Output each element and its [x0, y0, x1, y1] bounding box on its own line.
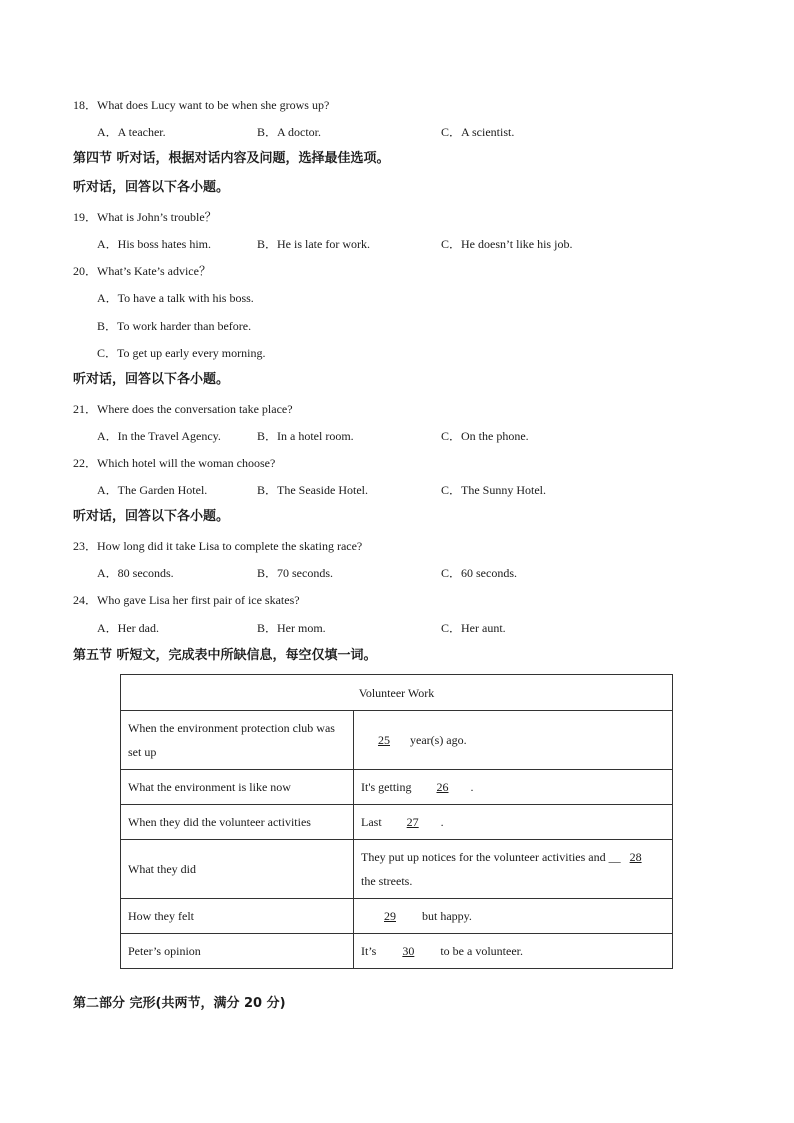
- q22-option-b: B．The Seaside Hotel.: [257, 483, 368, 497]
- q19-option-b: B．He is late for work.: [257, 237, 370, 251]
- table-title: Volunteer Work: [121, 675, 673, 711]
- q23-option-a: A．80 seconds.: [97, 566, 174, 580]
- answer-blank-25[interactable]: 25: [378, 733, 390, 747]
- q24-option-a: A．Her dad.: [97, 621, 159, 635]
- question-21-stem: 21．Where does the conversation take place?: [73, 402, 293, 416]
- row-answer: 25 year(s) ago.: [354, 711, 673, 770]
- row-label: Peter’s opinion: [121, 934, 354, 969]
- question-23-stem: 23．How long did it take Lisa to complete the skating race?: [73, 539, 363, 553]
- answer-blank-27[interactable]: 27: [406, 815, 419, 829]
- listen-instruction-2: 听对话，回答以下各小题。: [73, 372, 230, 387]
- q23-option-c: C．60 seconds.: [441, 566, 517, 580]
- q24-option-b: B．Her mom.: [257, 621, 326, 635]
- q21-option-a: A．In the Travel Agency.: [97, 429, 221, 443]
- table-row: [121, 840, 673, 899]
- q18-option-a: A．A teacher.: [97, 125, 166, 139]
- table-row: [121, 770, 673, 805]
- section-5-heading: 第五节 听短文，完成表中所缺信息，每空仅填一词。: [73, 648, 377, 663]
- part-2-heading: 第二部分 完形(共两节，满分 20 分): [73, 996, 286, 1011]
- row-label: What they did: [121, 840, 354, 899]
- q22-option-a: A．The Garden Hotel.: [97, 483, 208, 497]
- table-row: [121, 899, 673, 934]
- q20-option-c: C．To get up early every morning.: [97, 346, 266, 360]
- question-19-stem: 19．What is John’s trouble？: [73, 210, 217, 224]
- answer-blank-29[interactable]: 29: [384, 909, 396, 923]
- q20-option-a: A．To have a talk with his boss.: [97, 291, 254, 305]
- table-row: [121, 934, 673, 969]
- row-label: What the environment is like now: [121, 770, 354, 805]
- listen-instruction-3: 听对话，回答以下各小题。: [73, 509, 230, 524]
- q22-option-c: C．The Sunny Hotel.: [441, 483, 546, 497]
- row-answer: They put up notices for the volunteer activities and __ 28 the streets.: [354, 840, 673, 899]
- q18-option-b: B．A doctor.: [257, 125, 322, 139]
- answer-blank-26[interactable]: 26: [436, 780, 449, 794]
- question-18-stem: 18．What does Lucy want to be when she grows up?: [73, 98, 330, 112]
- q23-option-b: B．70 seconds.: [257, 566, 333, 580]
- question-20-stem: 20．What’s Kate’s advice？: [73, 264, 211, 278]
- listen-instruction-1: 听对话，回答以下各小题。: [73, 180, 230, 195]
- table-row: [121, 805, 673, 840]
- row-label: When they did the volunteer activities: [121, 805, 354, 840]
- section-4-heading: 第四节 听对话，根据对话内容及问题，选择最佳选项。: [73, 151, 390, 166]
- q19-option-a: A．His boss hates him.: [97, 237, 212, 251]
- q20-option-b: B．To work harder than before.: [97, 319, 252, 333]
- q21-option-b: B．In a hotel room.: [257, 429, 354, 443]
- answer-blank-30[interactable]: 30: [402, 944, 415, 958]
- row-answer: It's getting 26 .: [354, 770, 673, 805]
- volunteer-work-table: [120, 674, 673, 969]
- row-answer: 29 but happy.: [354, 899, 673, 934]
- row-label: When the environment protection club was set up: [121, 711, 354, 770]
- answer-blank-28[interactable]: 28: [629, 850, 642, 864]
- row-label: How they felt: [121, 899, 354, 934]
- row-answer: It’s 30 to be a volunteer.: [354, 934, 673, 969]
- q21-option-c: C．On the phone.: [441, 429, 529, 443]
- q18-option-c: C．A scientist.: [441, 125, 515, 139]
- question-22-stem: 22．Which hotel will the woman choose?: [73, 456, 276, 470]
- row-answer: Last 27 .: [354, 805, 673, 840]
- q19-option-c: C．He doesn’t like his job.: [441, 237, 573, 251]
- table-row: [121, 711, 673, 770]
- q24-option-c: C．Her aunt.: [441, 621, 506, 635]
- question-24-stem: 24．Who gave Lisa her first pair of ice skates?: [73, 593, 300, 607]
